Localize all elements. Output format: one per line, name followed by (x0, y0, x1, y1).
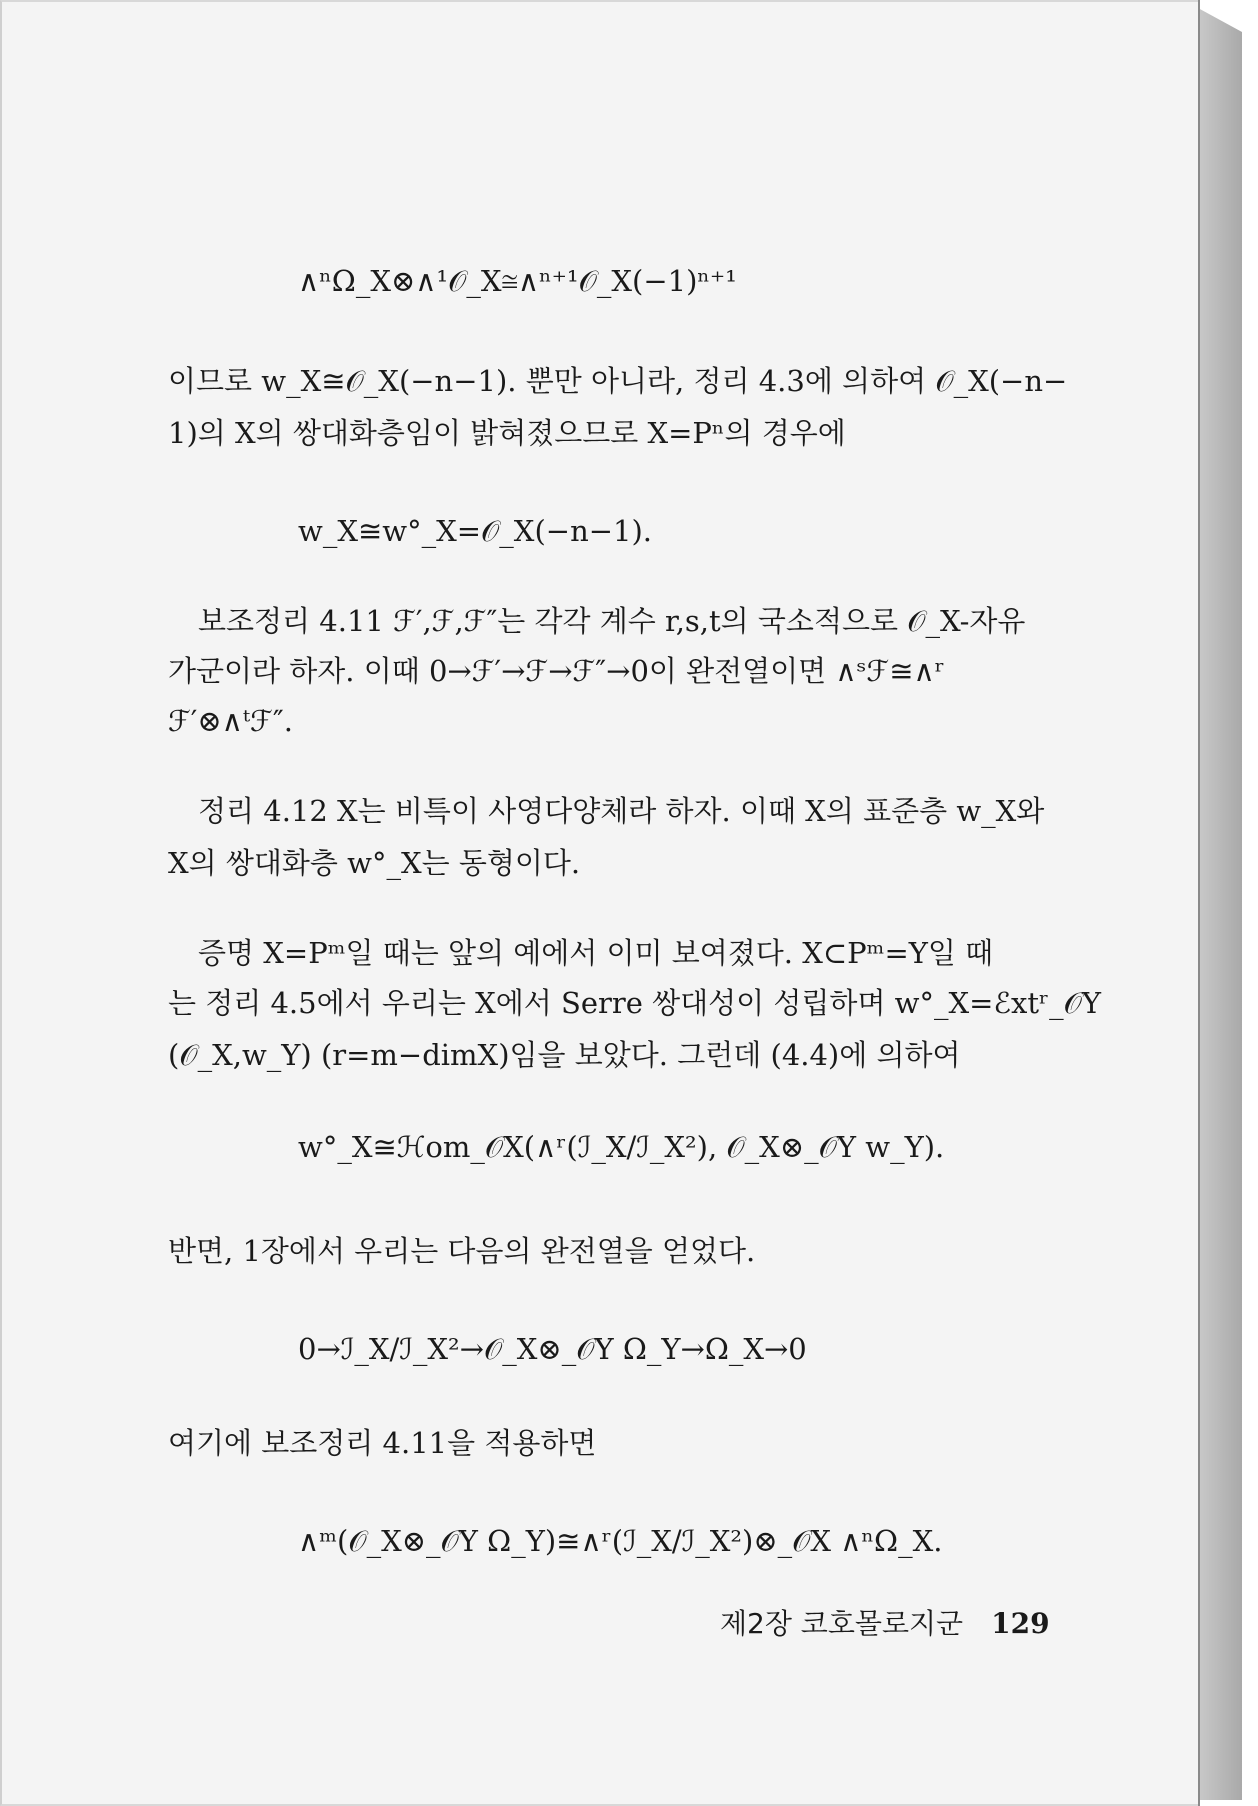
equation-line: w_X≅w°_X=𝒪_X(−n−1). (298, 514, 653, 548)
chapter-title: 제2장 코호몰로지군 (720, 1607, 964, 1640)
text-line: 여기에 보조정리 4.11을 적용하면 (168, 1426, 597, 1460)
text-line: 가군이라 하자. 이때 0→ℱ′→ℱ→ℱ″→0이 완전열이면 ∧ˢℱ≅∧ʳ (168, 654, 945, 688)
equation-line: ∧ᵐ(𝒪_X⊗_𝒪Y Ω_Y)≅∧ʳ(ℐ_X/ℐ_X²)⊗_𝒪X ∧ⁿΩ_X. (298, 1524, 943, 1558)
text-line: 는 정리 4.5에서 우리는 X에서 Serre 쌍대성이 성립하며 w°_X=ℰxtʳ_𝒪Y (168, 986, 1101, 1020)
lemma-4-11-line: 보조정리 4.11 ℱ′,ℱ,ℱ″는 각각 계수 r,s,t의 국소적으로 𝒪_X-자유 (198, 604, 1026, 638)
equation-line: w°_X≅ℋom_𝒪X(∧ʳ(ℐ_X/ℐ_X²), 𝒪_X⊗_𝒪Y w_Y). (298, 1130, 945, 1164)
proof-line: 증명 X=Pᵐ일 때는 앞의 예에서 이미 보여졌다. X⊂Pᵐ=Y일 때 (198, 936, 994, 970)
text-line: 반면, 1장에서 우리는 다음의 완전열을 얻었다. (168, 1234, 756, 1268)
page-edge-line (1198, 0, 1200, 1806)
text-line: (𝒪_X,w_Y) (r=m−dimX)임을 보았다. 그런데 (4.4)에 의하여 (168, 1038, 961, 1072)
equation-line: ∧ⁿΩ_X⊗∧¹𝒪_X≅∧ⁿ⁺¹𝒪_X(−1)ⁿ⁺¹ (298, 264, 737, 298)
text-line: 1)의 X의 쌍대화층임이 밝혀졌으므로 X=Pⁿ의 경우에 (168, 416, 846, 450)
text-line: 이므로 w_X≅𝒪_X(−n−1). 뿐만 아니라, 정리 4.3에 의하여 𝒪_X(−n− (168, 364, 1068, 398)
page-number: 129 (991, 1607, 1050, 1640)
text-line: X의 쌍대화층 w°_X는 동형이다. (168, 846, 581, 880)
text-line: ℱ′⊗∧ᵗℱ″. (168, 704, 293, 738)
equation-line: 0→ℐ_X/ℐ_X²→𝒪_X⊗_𝒪Y Ω_Y→Ω_X→0 (298, 1332, 807, 1366)
running-footer (720, 1602, 1050, 1642)
page-stack-edge (1198, 8, 1242, 1800)
theorem-4-12-line: 정리 4.12 X는 비특이 사영다양체라 하자. 이때 X의 표준층 w_X와 (198, 794, 1045, 828)
